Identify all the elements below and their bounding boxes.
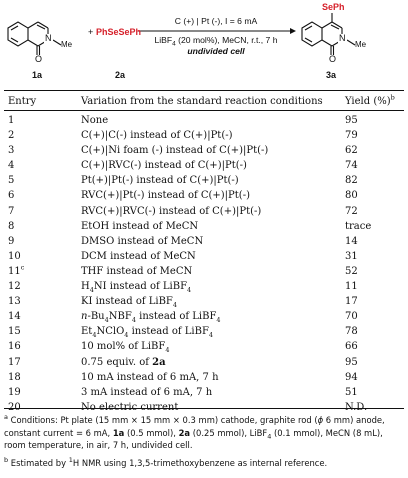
table-row bbox=[4, 128, 404, 143]
plus-sign: + bbox=[88, 27, 94, 37]
entry-cell: 8 bbox=[8, 220, 15, 232]
entry-cell: 13 bbox=[8, 296, 21, 308]
variation-cell: THF instead of MeCN bbox=[81, 265, 193, 277]
variation-cell: RVC(+)|Pt(-) instead of C(+)|Pt(-) bbox=[81, 190, 250, 202]
table-row bbox=[4, 309, 404, 324]
yield-cell: 66 bbox=[345, 341, 358, 353]
yield-cell: 82 bbox=[345, 175, 358, 187]
header-yield bbox=[343, 94, 404, 108]
table-row bbox=[4, 143, 404, 158]
yield-cell: 62 bbox=[345, 145, 358, 157]
yield-cell: 14 bbox=[345, 235, 358, 247]
variation-cell: None bbox=[81, 115, 109, 126]
variation-cell: $Et_4NClO_4$ instead of LiBF$_4$ bbox=[81, 326, 214, 340]
variation-cell: 10 mol% of LiBF$_4$ bbox=[81, 341, 170, 355]
yield-cell: 31 bbox=[345, 250, 358, 262]
yield-cell: 95 bbox=[345, 356, 358, 368]
optimization-table bbox=[4, 94, 404, 415]
table-row bbox=[4, 113, 404, 128]
table-row bbox=[4, 188, 404, 203]
header-yield-footnote-marker: b bbox=[390, 93, 395, 102]
reactant-label: 1a bbox=[32, 70, 43, 80]
entry-cell: 2 bbox=[8, 130, 15, 142]
table-row bbox=[4, 370, 404, 385]
header-entry: Entry bbox=[8, 95, 37, 107]
reactant-n-atom: N bbox=[45, 33, 52, 43]
table-row bbox=[4, 219, 404, 234]
table-row bbox=[4, 158, 404, 173]
yield-cell: 70 bbox=[345, 311, 358, 323]
variation-cell: DCM instead of MeCN bbox=[81, 250, 196, 262]
reagent-formula: PhSeSePh bbox=[96, 27, 142, 37]
table-row bbox=[4, 173, 404, 188]
reactant-methyl: Me bbox=[61, 40, 73, 49]
footnote-b-marker: b bbox=[4, 456, 9, 465]
variation-cell: KI instead of LiBF$_4$ bbox=[81, 296, 178, 310]
table-row bbox=[4, 355, 404, 370]
variation-cell: 10 mA instead of 6 mA, 7 h bbox=[81, 371, 219, 383]
table-row bbox=[4, 294, 404, 309]
table-row bbox=[4, 385, 404, 400]
product-methyl: Me bbox=[355, 40, 367, 49]
reactant-oxygen: O bbox=[35, 54, 43, 64]
yield-cell: trace bbox=[345, 220, 372, 232]
entry-cell: 12 bbox=[8, 281, 21, 293]
table-header-row bbox=[4, 94, 404, 108]
yield-cell: 11 bbox=[345, 281, 358, 293]
product-substituent: SePh bbox=[322, 2, 345, 12]
variation-cell: RVC(+)|RVC(-) instead of C(+)|Pt(-) bbox=[81, 205, 262, 217]
reaction-scheme bbox=[0, 0, 408, 86]
entry-cell: 6 bbox=[8, 190, 15, 202]
table-row bbox=[4, 234, 404, 249]
product-label: 3a bbox=[326, 70, 337, 80]
header-variation: Variation from the standard reaction conditions bbox=[81, 95, 323, 107]
variation-cell: C(+)|C(-) instead of C(+)|Pt(-) bbox=[81, 130, 233, 142]
entry-footnote-marker: c bbox=[20, 263, 25, 272]
entry-cell: 18 bbox=[8, 371, 21, 383]
variation-cell: 3 mA instead of 6 mA, 7 h bbox=[81, 386, 213, 398]
reaction-arrowhead bbox=[290, 28, 296, 34]
entry-cell: 9 bbox=[8, 235, 15, 247]
yield-cell: 52 bbox=[345, 265, 358, 277]
table-body bbox=[4, 108, 404, 415]
table-bottom-rule bbox=[4, 408, 404, 409]
table-row bbox=[4, 279, 404, 294]
entry-cell: 14 bbox=[8, 311, 21, 323]
entry-cell bbox=[4, 264, 81, 279]
entry-cell: 17 bbox=[8, 356, 21, 368]
table-row bbox=[4, 204, 404, 219]
yield-cell: 79 bbox=[345, 130, 358, 142]
table-row bbox=[4, 249, 404, 264]
variation-cell: $n-Bu_4NBF_4$ instead of LiBF$_4$ bbox=[81, 311, 221, 325]
table-row bbox=[4, 264, 404, 279]
entry-cell: 16 bbox=[8, 341, 21, 353]
condition-reagents: LiBF$_4$ (20 mol%), MeCN, r.t., 7 h bbox=[154, 35, 278, 48]
reagent-label: 2a bbox=[115, 70, 126, 80]
product-oxygen: O bbox=[329, 54, 337, 64]
yield-cell: 74 bbox=[345, 160, 358, 172]
variation-cell: C(+)|RVC(-) instead of C(+)|Pt(-) bbox=[81, 160, 247, 172]
entry-cell: 15 bbox=[8, 326, 21, 338]
variation-cell: $H_4NI$ instead of LiBF$_4$ bbox=[81, 281, 192, 295]
yield-cell: 72 bbox=[345, 205, 358, 217]
yield-cell: 95 bbox=[345, 115, 358, 126]
variation-cell: Pt(+)|Pt(-) instead of C(+)|Pt(-) bbox=[81, 175, 239, 187]
product-n-atom: N bbox=[339, 33, 346, 43]
variation-cell: C(+)|Ni foam (-) instead of C(+)|Pt(-) bbox=[81, 145, 269, 157]
table-row bbox=[4, 324, 404, 339]
entry-number: 11 bbox=[8, 265, 21, 277]
variation-cell: 0.75 equiv. of 2a bbox=[81, 356, 166, 368]
condition-electrodes: C (+) | Pt (-), I = 6 mA bbox=[174, 16, 258, 26]
yield-cell: 80 bbox=[345, 190, 358, 202]
table-top-rule bbox=[4, 90, 404, 91]
entry-cell: 3 bbox=[8, 145, 15, 157]
footnote-b: $^b$ Estimated by $^1$H NMR using 1,3,5-trimethoxybenzene as internal reference. bbox=[4, 456, 328, 468]
footnote-a: $^a$ Conditions: Pt plate (15 mm × 15 mm × 0.3 mm) cathode, graphite rod (ϕ 6 mm) anode, constant current = 6 mA, 1a (0.5 mmol), 2a (0.25 mmol), LiBF$_4$ (0.1 mmol), MeCN (8 mL), room temperature, in air, 7 h, undivided cell. bbox=[4, 413, 385, 450]
product-structure bbox=[302, 13, 355, 55]
entry-cell: 10 bbox=[8, 250, 21, 262]
yield-cell: 17 bbox=[345, 296, 358, 308]
condition-cell: undivided cell bbox=[187, 46, 245, 56]
reactant-structure bbox=[8, 22, 61, 55]
entry-cell: 4 bbox=[8, 160, 15, 172]
header-yield-text: Yield (%) bbox=[345, 95, 391, 107]
yield-cell: 78 bbox=[345, 326, 358, 338]
variation-cell: EtOH instead of MeCN bbox=[81, 220, 199, 232]
yield-cell: 51 bbox=[345, 386, 358, 398]
entry-cell: 1 bbox=[8, 115, 15, 126]
variation-cell: DMSO instead of MeCN bbox=[81, 235, 204, 247]
entry-cell: 7 bbox=[8, 205, 15, 217]
yield-cell: 94 bbox=[345, 371, 358, 383]
table-header-rule bbox=[4, 110, 404, 111]
footnote-a-marker: a bbox=[4, 413, 8, 422]
entry-cell: 19 bbox=[8, 386, 21, 398]
table-row bbox=[4, 339, 404, 354]
entry-cell: 5 bbox=[8, 175, 15, 187]
